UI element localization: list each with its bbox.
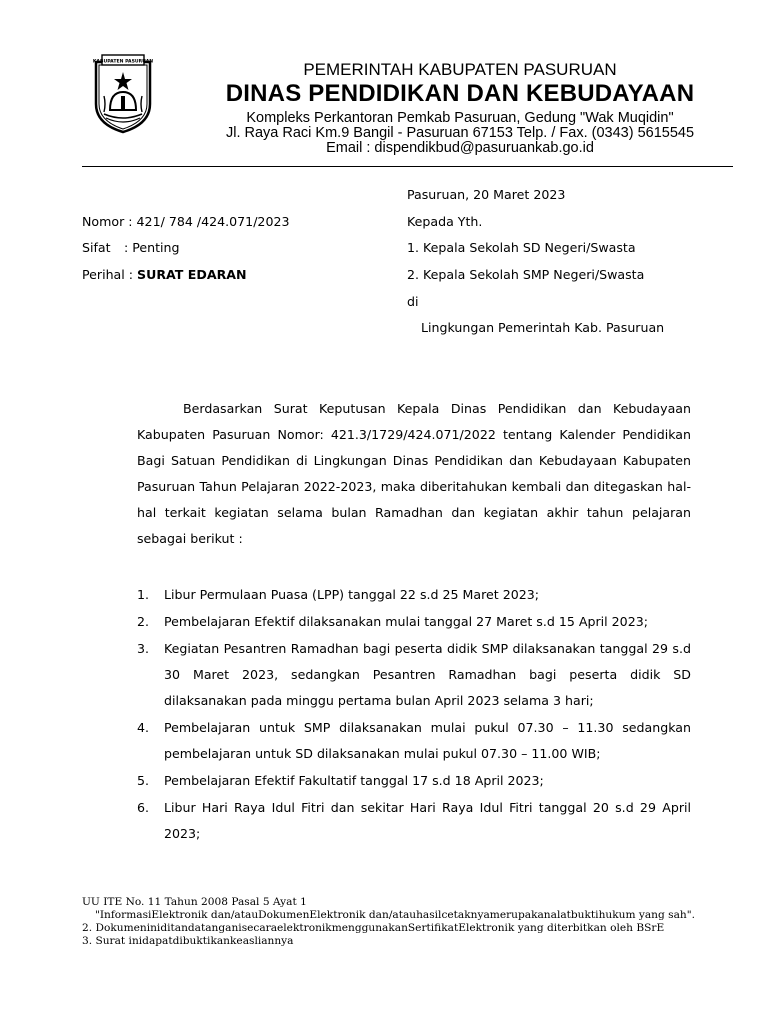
list-item: 2. Pembelajaran Efektif dilaksanakan mulai tanggal 27 Maret s.d 15 April 2023;: [137, 614, 648, 629]
perihal-line: [82, 267, 247, 282]
list-item: 1. Libur Permulaan Puasa (LPP) tanggal 22 s.d 25 Maret 2023;: [137, 587, 540, 602]
sifat-label: Sifat: [82, 240, 111, 255]
svg-text:KABUPATEN PASURUAN: KABUPATEN PASURUAN: [92, 59, 154, 65]
footer-authenticity-note: 3. Surat inidapatdibuktikankeasliannya: [82, 935, 294, 947]
recipient-greeting: Kepada Yth.: [407, 214, 483, 229]
nomor-label: Nomor :: [82, 214, 133, 229]
footer-esign-note: 2. DokumeniniditandatanganisecaraelektronikmenggunakanSertifikatElektronik yang diterbitkan oleh BSrE: [82, 922, 665, 934]
office-email: Email : dispendikbud@pasuruankab.go.id: [326, 140, 594, 156]
nomor-line: [82, 214, 290, 229]
footer-legal-quote: "InformasiElektronik dan/atauDokumenElektronik dan/atauhasilcetaknyamerupakanalatbuktihukum yang sah".: [95, 909, 695, 921]
list-item: 4. Pembelajaran untuk SMP dilaksanakan mulai pukul 07.30 – 11.30 sedangkan pembelajaran untuk SD dilaksanakan mulai pukul 07.30 – 11.00 WIB;: [137, 720, 691, 761]
sifat-value: : Penting: [124, 240, 180, 255]
letterhead-divider: [82, 166, 733, 167]
perihal-label: Perihal :: [82, 267, 134, 282]
government-name: PEMERINTAH KABUPATEN PASURUAN: [303, 60, 617, 79]
list-item: 5. Pembelajaran Efektif Fakultatif tanggal 17 s.d 18 April 2023;: [137, 773, 544, 788]
nomor-value: 421/ 784 /424.071/2023: [136, 214, 290, 229]
recipient-smp: 2. Kepala Sekolah SMP Negeri/Swasta: [407, 267, 645, 282]
recipient-sd: 1. Kepala Sekolah SD Negeri/Swasta: [407, 240, 636, 255]
list-item: 3. Kegiatan Pesantren Ramadhan bagi peserta didik SMP dilaksanakan tanggal 29 s.d 30 Maret 2023, sedangkan Pesantren Ramadhan bagi peserta didik SD dilaksanakan pada minggu pertama bulan April 2023 selama 3 hari;: [137, 641, 691, 708]
office-address: Jl. Raya Raci Km.9 Bangil - Pasuruan 67153 Telp. / Fax. (0343) 5615545: [225, 125, 695, 141]
footer-law-reference: UU ITE No. 11 Tahun 2008 Pasal 5 Ayat 1: [82, 896, 307, 908]
letter-date: Pasuruan, 20 Maret 2023: [407, 187, 566, 202]
recipient-di: di: [407, 294, 419, 309]
body-paragraph: Berdasarkan Surat Keputusan Kepala Dinas Pendidikan dan Kebudayaan Kabupaten Pasuruan Nomor: 421.3/1729/424.071/2022 tentang Kalender Pendidikan Bagi Satuan Pendidikan di Lingkungan Dinas Pendidikan dan Kebudayaan Kabupaten Pasuruan Tahun Pelajaran 2022-2023, maka diberitahukan kembali dan ditegaskan hal-hal terkait kegiatan selama bulan Ramadhan dan kegiatan akhir tahun pelajaran sebagai berikut :: [137, 401, 691, 546]
emblem-icon: [92, 52, 154, 134]
kabupaten-pasuruan-emblem: [92, 52, 154, 134]
office-complex: Kompleks Perkantoran Pemkab Pasuruan, Gedung "Wak Muqidin": [246, 110, 674, 126]
agency-name: DINAS PENDIDIKAN DAN KEBUDAYAAN: [225, 80, 695, 107]
provisions-list: [137, 582, 691, 848]
perihal-value: SURAT EDARAN: [137, 267, 247, 282]
list-item: 6. Libur Hari Raya Idul Fitri dan sekitar Hari Raya Idul Fitri tanggal 20 s.d 29 April 2023;: [137, 800, 691, 841]
recipient-place: Lingkungan Pemerintah Kab. Pasuruan: [421, 320, 665, 335]
